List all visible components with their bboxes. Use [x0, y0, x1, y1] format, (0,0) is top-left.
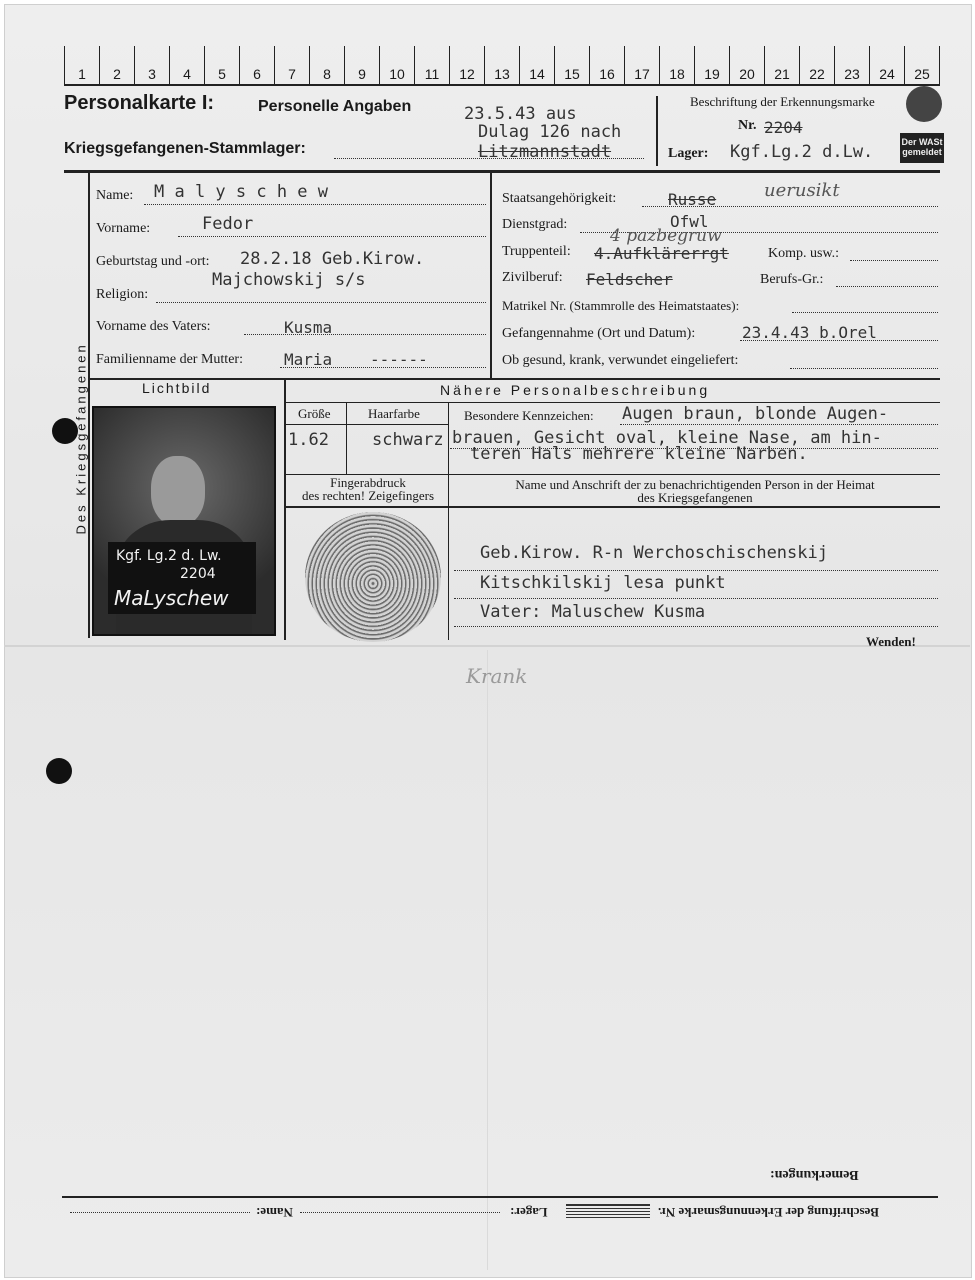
- strip-cell: [764, 46, 799, 84]
- strip-number: 19: [704, 66, 720, 82]
- anschrift-line-3: Vater: Maluschew Kusma: [480, 602, 706, 622]
- dienst-value: Ofwl: [670, 212, 709, 231]
- groesse-label: Größe: [298, 406, 331, 421]
- bemerkungen-label: Bemerkungen:: [770, 1167, 859, 1182]
- truppe-value: 4.Aufklärerrgt: [594, 244, 729, 263]
- vater-value: Kusma: [284, 318, 333, 337]
- geburt-value: 28.2.18 Geb.Kirow.: [240, 249, 425, 269]
- dienst-hand: 4 pazbegruw: [610, 226, 722, 246]
- strip-number: 14: [529, 66, 545, 82]
- zivil-label: Zivilberuf:: [502, 270, 563, 285]
- wenden-label: Wenden!: [866, 634, 916, 649]
- anschrift-line-1: Geb.Kirow. R-n Werchoschischenskij: [480, 543, 828, 563]
- strip-number: 25: [914, 66, 930, 82]
- zivil-value: Feldscher: [586, 270, 673, 289]
- strip-number: 8: [323, 66, 331, 82]
- strip-cell: [449, 46, 484, 84]
- strip-number: 4: [183, 66, 191, 82]
- strip-cell: [309, 46, 344, 84]
- strip-cell: [799, 46, 834, 84]
- strip-cell: [99, 46, 134, 84]
- lager-value: Kgf.Lg.2 d.Lw.: [730, 142, 874, 162]
- lichtbild-label: Lichtbild: [142, 380, 212, 396]
- photo-slate: Kgf. Lg.2 d. Lw. 2204 MaLyschew: [108, 542, 256, 614]
- strip-cell: [414, 46, 449, 84]
- fingerprint: [305, 512, 441, 642]
- strip-cell: [64, 46, 99, 84]
- strip-cell: [659, 46, 694, 84]
- strip-number: 23: [844, 66, 860, 82]
- strip-number: 17: [634, 66, 650, 82]
- kennzeichen-label: Besondere Kennzeichen:: [464, 408, 594, 423]
- wast-stamp: Der WASt gemeldet: [900, 133, 944, 163]
- punch-hole: [906, 86, 942, 122]
- kennzeichen-line-1: Augen braun, blonde Augen-: [622, 404, 889, 424]
- staat-hand: uerusikt: [764, 180, 840, 201]
- transfer-line-2: Dulag 126 nach: [478, 122, 622, 142]
- gefangen-label: Gefangennahme (Ort und Datum):: [502, 326, 696, 341]
- marke-label: Beschriftung der Erkennungsmarke: [690, 94, 875, 109]
- nr-label: Nr.: [738, 118, 757, 133]
- geburt-value-2: Majchowskij s/s: [212, 270, 366, 290]
- strip-cell: [554, 46, 589, 84]
- strip-cell: [134, 46, 169, 84]
- strip-cell: [484, 46, 519, 84]
- strip-number: 7: [288, 66, 296, 82]
- strip-cell: [904, 46, 940, 84]
- transfer-line-3: Litzmannstadt: [478, 142, 612, 162]
- strip-cell: [169, 46, 204, 84]
- strip-cell: [624, 46, 659, 84]
- mutter-value: Maria: [284, 350, 333, 369]
- strip-number: 1: [78, 66, 86, 82]
- bottom-lager-label: Lager:: [510, 1205, 548, 1220]
- strip-number: 22: [809, 66, 825, 82]
- mutter-dash: ------: [370, 350, 428, 369]
- geburt-label: Geburtstag und -ort:: [96, 254, 210, 269]
- strip-number: 18: [669, 66, 685, 82]
- truppe-label: Truppenteil:: [502, 244, 571, 259]
- vater-label: Vorname des Vaters:: [96, 319, 211, 334]
- religion-label: Religion:: [96, 287, 149, 302]
- beschreibung-header: Nähere Personalbeschreibung: [440, 382, 711, 398]
- finger-label: Fingerabdruck des rechten! Zeigefingers: [301, 475, 435, 503]
- name-label: Name:: [96, 188, 134, 203]
- punch-hole: [46, 758, 72, 784]
- stammlager-label: Kriegsgefangenen-Stammlager:: [64, 140, 306, 157]
- krank-handwritten: Krank: [466, 664, 528, 688]
- komp-label: Komp. usw.:: [768, 246, 840, 261]
- side-label: Des Kriegsgefangenen: [73, 342, 89, 535]
- strip-number: 16: [599, 66, 615, 82]
- strip-number: 24: [879, 66, 895, 82]
- strip-number: 21: [774, 66, 790, 82]
- nr-value: 2204: [764, 118, 803, 137]
- gefangen-value: 23.4.43 b.Orel: [742, 323, 877, 342]
- dienst-label: Dienstgrad:: [502, 217, 568, 232]
- groesse-value: 1.62: [288, 430, 329, 450]
- strip-number: 6: [253, 66, 261, 82]
- bottom-marke-label: Beschriftung der Erkennungsmarke Nr.: [658, 1205, 880, 1220]
- anschrift-label: Name und Anschrift der zu benachrichtigenden Person in der Heimat des Kriegsgefangenen: [515, 477, 875, 505]
- vorname-label: Vorname:: [96, 221, 151, 236]
- strip-number: 2: [113, 66, 121, 82]
- strip-cell: [239, 46, 274, 84]
- strip-cell: [274, 46, 309, 84]
- vorname-value: Fedor: [202, 214, 254, 234]
- berufs-label: Berufs-Gr.:: [760, 272, 824, 287]
- prisoner-photo: [92, 406, 276, 636]
- strip-number: 5: [218, 66, 226, 82]
- haar-label: Haarfarbe: [368, 406, 420, 421]
- strip-number: 10: [389, 66, 405, 82]
- strip-cell: [729, 46, 764, 84]
- transfer-line-1: 23.5.43 aus: [464, 104, 577, 124]
- strip-cell: [204, 46, 239, 84]
- strip-number: 15: [564, 66, 580, 82]
- anschrift-line-2: Kitschkilskij lesa punkt: [480, 573, 726, 593]
- strip-cell: [589, 46, 624, 84]
- staat-label: Staatsangehörigkeit:: [502, 191, 617, 206]
- matrikel-label: Matrikel Nr. (Stammrolle des Heimatstaates):: [502, 298, 740, 313]
- strip-cell: [869, 46, 904, 84]
- mutter-label: Familienname der Mutter:: [96, 352, 243, 367]
- haar-value: schwarz: [372, 430, 444, 450]
- strip-cell: [379, 46, 414, 84]
- kennzeichen-line-2: brauen, Gesicht oval, kleine Nase, am hin-: [452, 428, 882, 448]
- card-subtitle: Personelle Angaben: [258, 98, 412, 115]
- fold-line-vertical: [487, 650, 488, 1270]
- strip-cell: [344, 46, 379, 84]
- strip-number: 12: [459, 66, 475, 82]
- gesund-label: Ob gesund, krank, verwundet eingeliefert:: [502, 353, 739, 368]
- strip-cell: [694, 46, 729, 84]
- number-strip: [64, 46, 940, 84]
- strip-cell: [834, 46, 869, 84]
- strip-number: 9: [358, 66, 366, 82]
- lager-label: Lager:: [668, 146, 709, 161]
- fold-line: [4, 645, 970, 647]
- name-value: M a l y s c h e w: [154, 182, 328, 202]
- bottom-name-label: Name:: [256, 1205, 293, 1220]
- strip-number: 13: [494, 66, 510, 82]
- kennzeichen-line-3: teren Hals mehrere kleine Narben.: [470, 444, 808, 464]
- strip-number: 3: [148, 66, 156, 82]
- strip-number: 20: [739, 66, 755, 82]
- strip-cell: [519, 46, 554, 84]
- strip-number: 11: [424, 66, 440, 82]
- card-title: Personalkarte I:: [64, 92, 215, 114]
- staat-value: Russe: [668, 190, 717, 209]
